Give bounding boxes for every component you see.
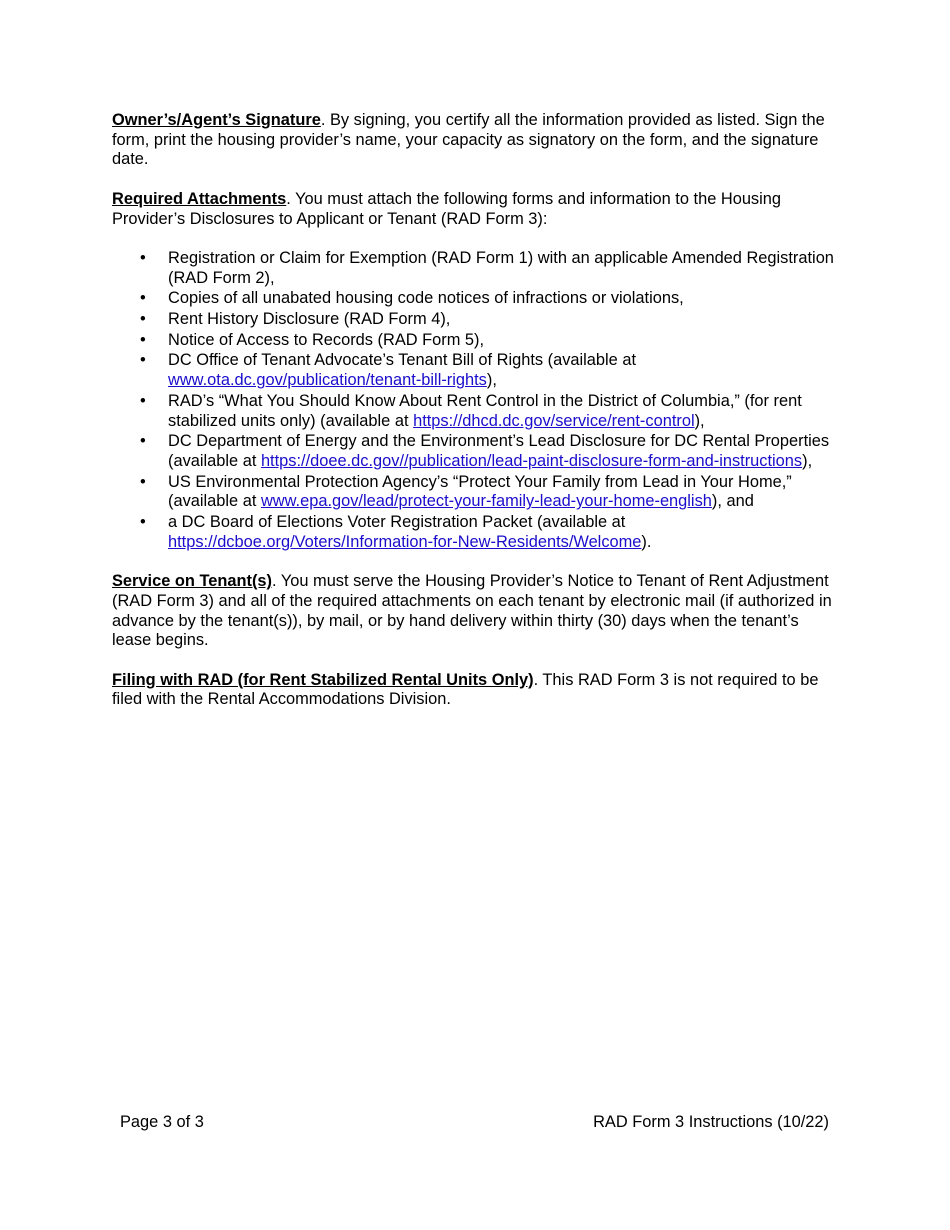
list-item-text: ),	[486, 371, 497, 390]
list-item-text: ), and	[711, 492, 754, 511]
signature-text: . By signing, you certify all the information provided as listed. Sign the form, print the housing provider’s name, your capacity as signatory on the form, and the signature date.	[112, 111, 825, 169]
link-lead-disclosure[interactable]: https://doee.dc.gov//publication/lead-paint-disclosure-form-and-instructions	[260, 451, 803, 470]
form-identifier: RAD Form 3 Instructions (10/22)	[593, 1113, 829, 1131]
list-item	[168, 392, 840, 431]
list-item	[168, 432, 840, 471]
list-item	[168, 249, 840, 288]
list-item-text: ),	[694, 411, 705, 430]
list-item-text: DC Department of Energy and the Environment’s Lead Disclosure for DC Rental Properties (available at	[168, 432, 830, 470]
service-section	[112, 572, 840, 651]
list-item-text: ).	[641, 532, 652, 551]
list-item-text: DC Office of Tenant Advocate’s Tenant Bill of Rights (available at	[168, 351, 637, 370]
filing-heading: Filing with RAD (for Rent Stabilized Rental Units Only)	[112, 670, 534, 689]
signature-heading: Owner’s/Agent’s Signature	[112, 111, 321, 129]
attachments-heading: Required Attachments	[112, 189, 287, 208]
link-voter-registration[interactable]: https://dcboe.org/Voters/Information-for-New-Residents/Welcome	[168, 532, 642, 551]
list-item-text: US Environmental Protection Agency’s “Protect Your Family from Lead in Your Home,” (available at	[168, 472, 792, 511]
document-body	[112, 111, 840, 730]
list-item-text: RAD’s “What You Should Know About Rent Control in the District of Columbia,” (for rent stabilized units only) (available at	[168, 391, 802, 430]
filing-section	[112, 671, 840, 710]
list-item-text: Copies of all unabated housing code notices of infractions or violations,	[168, 289, 684, 308]
list-item-text: Notice of Access to Records (RAD Form 5),	[168, 330, 485, 349]
attachments-text: . You must attach the following forms and information to the Housing Provider’s Disclosures to Applicant or Tenant (RAD Form 3):	[112, 189, 782, 228]
list-item-text: Registration or Claim for Exemption (RAD Form 1) with an applicable Amended Registration (RAD Form 2),	[168, 248, 834, 287]
list-item	[168, 331, 840, 351]
list-item	[168, 289, 840, 309]
list-item	[168, 310, 840, 330]
list-item	[168, 513, 840, 552]
link-rent-control[interactable]: https://dhcd.dc.gov/service/rent-control	[413, 411, 695, 430]
signature-section	[112, 111, 840, 170]
attachments-list	[112, 249, 840, 553]
list-item	[168, 473, 840, 512]
filing-text: . This RAD Form 3 is not required to be filed with the Rental Accommodations Division.	[112, 670, 819, 709]
list-item-text: a DC Board of Elections Voter Registration Packet (available at	[168, 513, 626, 532]
service-text: . You must serve the Housing Provider’s Notice to Tenant of Rent Adjustment (RAD Form 3) and all of the required attachments on each tenant by electronic mail (if authorized in advance by the tenant(s)), by mail, or by hand delivery within thirty (30) days when the tenant’s lease begins.	[112, 572, 832, 650]
list-item-text: Rent History Disclosure (RAD Form 4),	[168, 310, 451, 328]
page-number: Page 3 of 3	[120, 1113, 204, 1131]
link-epa-lead[interactable]: www.epa.gov/lead/protect-your-family-lead-your-home-english	[260, 492, 712, 511]
list-item-text: ),	[802, 451, 813, 470]
service-heading: Service on Tenant(s)	[112, 572, 273, 591]
link-tenant-bill-of-rights[interactable]: www.ota.dc.gov/publication/tenant-bill-rights	[168, 371, 487, 390]
list-item	[168, 351, 840, 390]
attachments-section	[112, 190, 840, 229]
